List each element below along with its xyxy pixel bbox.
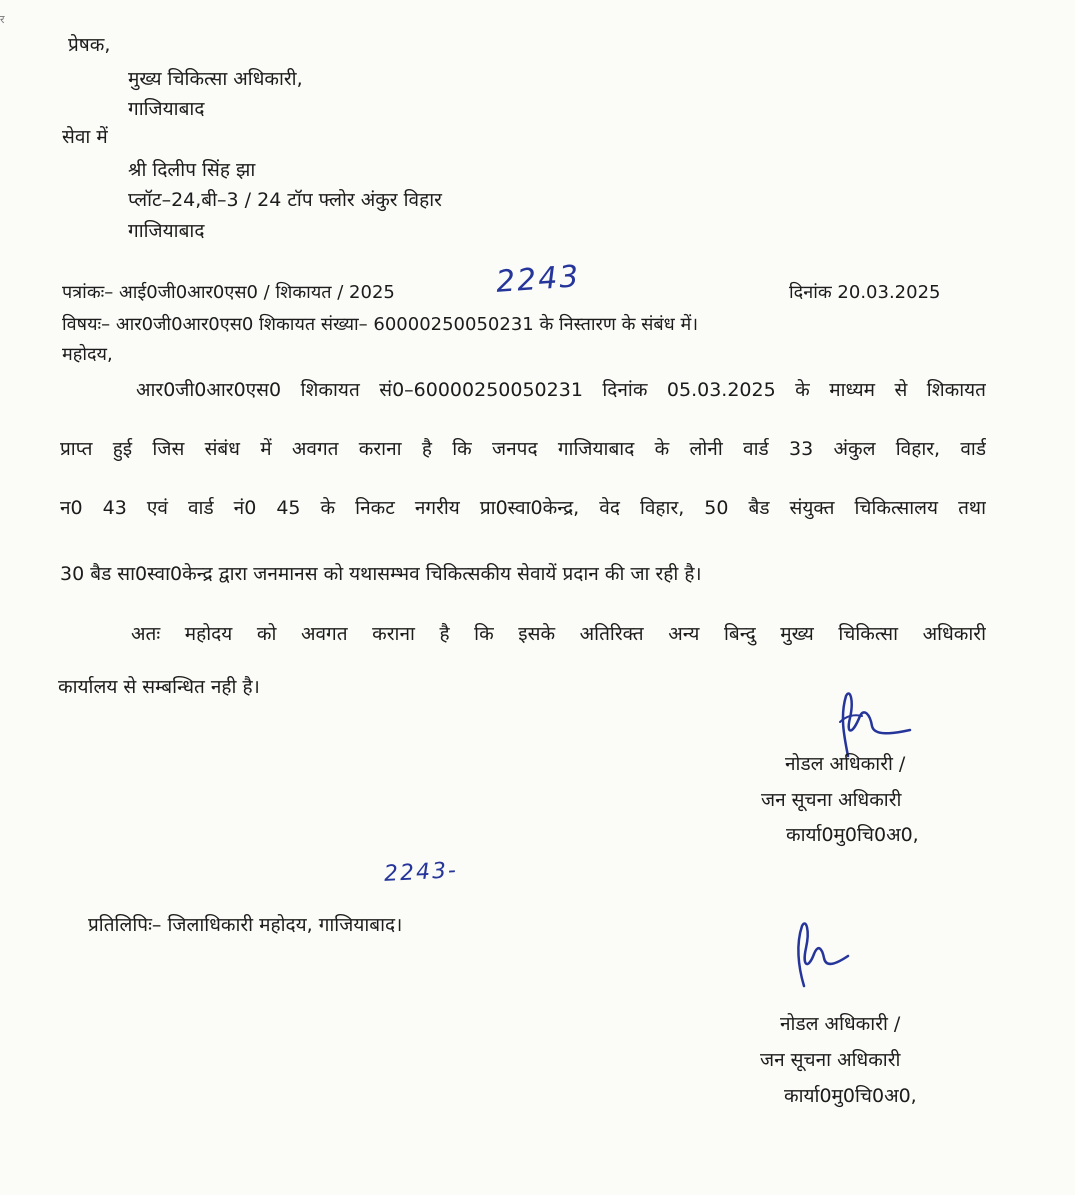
signature-scribble: [786, 914, 866, 994]
sender-label: प्रेषक,: [68, 34, 111, 56]
handwritten-dispatch-number: 2243: [494, 259, 582, 300]
body-para1-line: 30 बैड सा0स्वा0केन्द्र द्वारा जनमानस को यथासम्भव चिकित्सकीय सेवायें प्रदान की जा रही है।: [60, 563, 702, 585]
letter-number: पत्रांकः– आई0जी0आर0एस0 / शिकायत / 2025: [62, 282, 395, 303]
recipient-address: प्लॉट–24,बी–3 / 24 टॉप फ्लोर अंकुर विहार: [128, 189, 442, 211]
page-edge-mark: र: [0, 13, 5, 26]
letter-date: दिनांक 20.03.2025: [789, 282, 941, 303]
salutation: महोदय,: [62, 344, 113, 365]
signature1-title: नोडल अधिकारी /: [785, 753, 906, 775]
subject-line: विषयः– आर0जी0आर0एस0 शिकायत संख्या– 60000250050231 के निस्तारण के संबंध में।: [62, 314, 699, 335]
body-para2-line: अतः महोदय को अवगत कराना है कि इसके अतिरिक्त अन्य बिन्दु मुख्य चिकित्सा अधिकारी: [131, 623, 986, 645]
recipient-label: सेवा में: [62, 126, 108, 148]
body-para2-line: कार्यालय से सम्बन्धित नही है।: [58, 676, 260, 698]
copy-to-line: प्रतिलिपिः– जिलाधिकारी महोदय, गाजियाबाद।: [88, 914, 403, 936]
signature1-designation: जन सूचना अधिकारी: [761, 789, 902, 811]
sender-city: गाजियाबाद: [128, 98, 205, 120]
body-para1-line: न0 43 एवं वार्ड नं0 45 के निकट नगरीय प्रा0स्वा0केन्द्र, वेद विहार, 50 बैड संयुक्त चिकित्सालय तथा: [60, 497, 986, 519]
recipient-city: गाजियाबाद: [128, 220, 205, 242]
body-para1-line: प्राप्त हुई जिस संबंध में अवगत कराना है कि जनपद गाजियाबाद के लोनी वार्ड 33 अंकुल विहार, वार्ड: [60, 438, 986, 460]
signature2-office: कार्या0मु0चि0अ0,: [784, 1085, 917, 1107]
signature2-title: नोडल अधिकारी /: [780, 1013, 901, 1035]
sender-designation: मुख्य चिकित्सा अधिकारी,: [128, 68, 303, 90]
body-para1-line: आर0जी0आर0एस0 शिकायत सं0–60000250050231 दिनांक 05.03.2025 के माध्यम से शिकायत: [136, 379, 986, 401]
signature2-designation: जन सूचना अधिकारी: [760, 1049, 901, 1071]
signature1-office: कार्या0मु0चि0अ0,: [786, 824, 919, 846]
recipient-name: श्री दिलीप सिंह झा: [128, 159, 256, 181]
handwritten-copy-number: 2243-: [383, 858, 459, 887]
